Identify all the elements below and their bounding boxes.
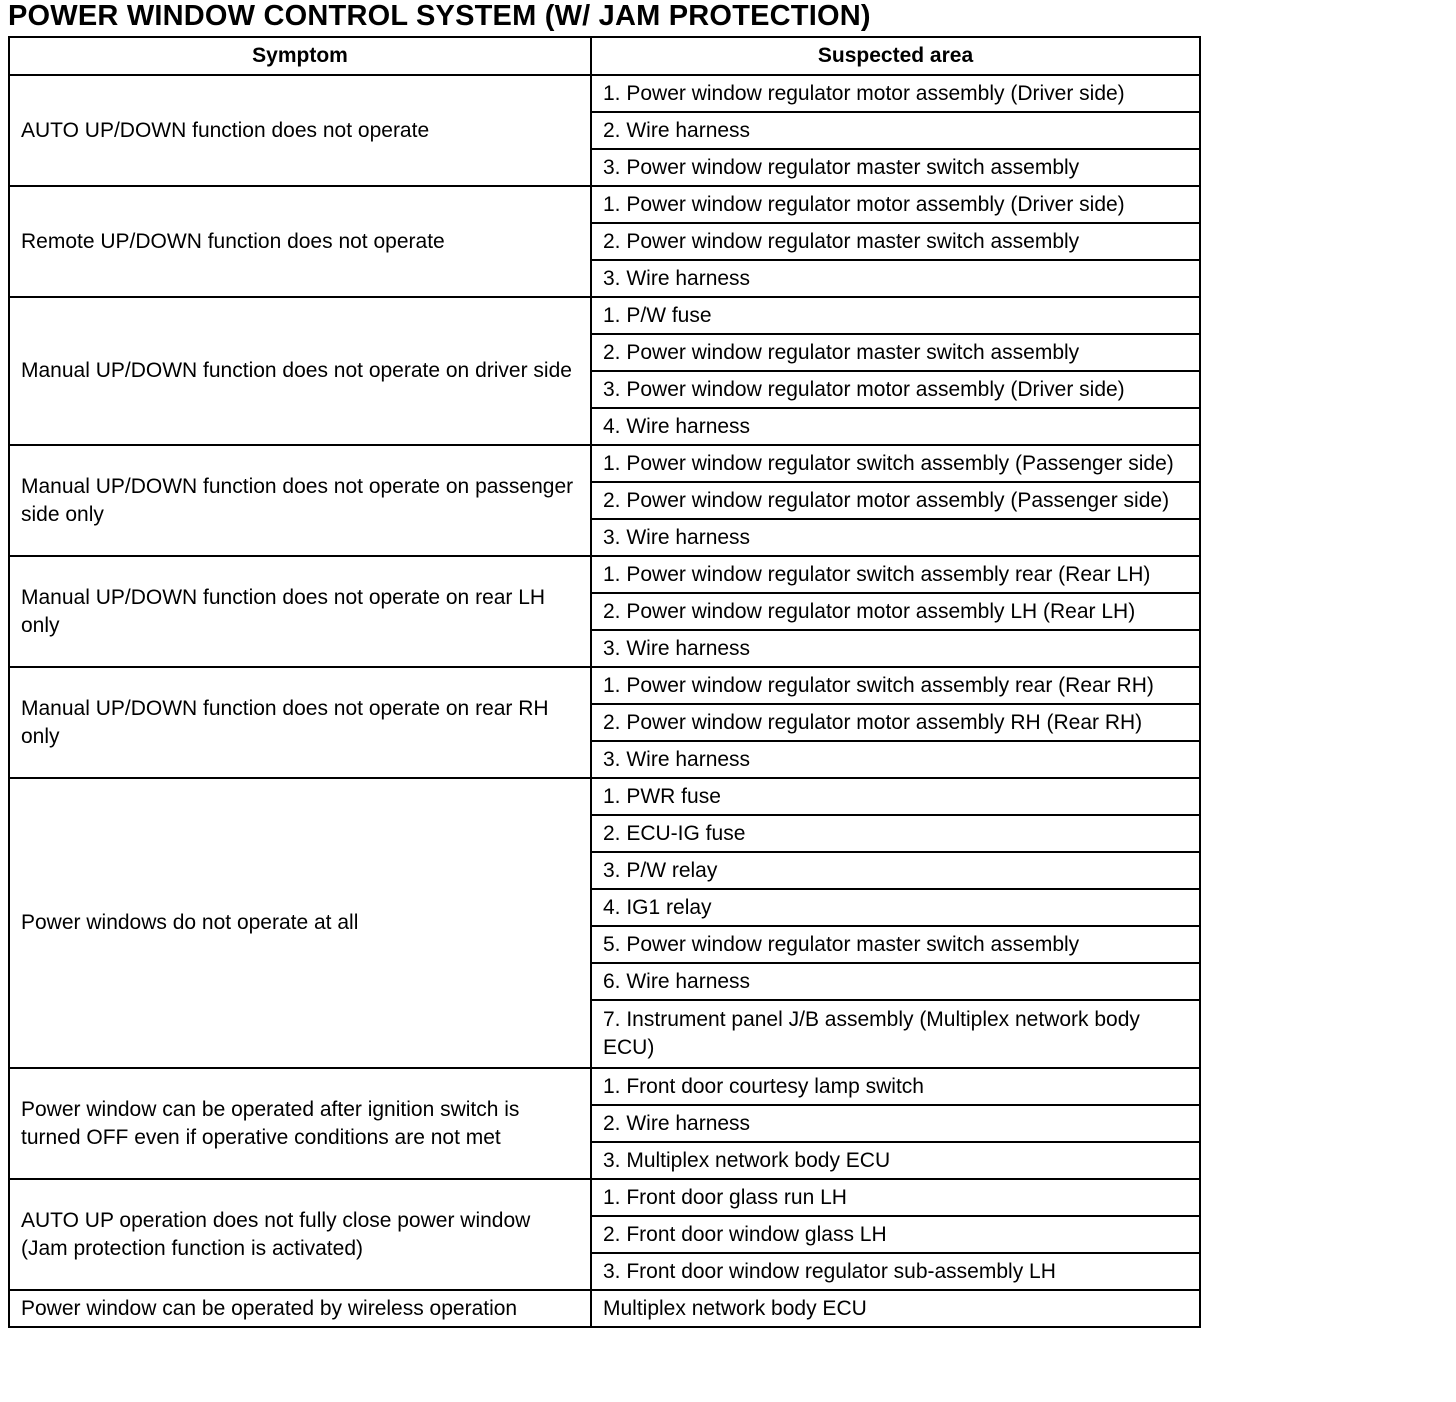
suspected-area-header: Suspected area — [591, 37, 1200, 75]
symptom-cell: Manual UP/DOWN function does not operate on rear LH only — [9, 556, 591, 667]
suspected-area-cell: 6. Wire harness — [591, 963, 1200, 1000]
suspected-area-cell: 3. Power window regulator master switch assembly — [591, 149, 1200, 186]
suspected-area-cell: 1. Power window regulator motor assembly (Driver side) — [591, 186, 1200, 223]
table-row — [9, 1179, 1200, 1216]
suspected-area-cell: 3. Wire harness — [591, 260, 1200, 297]
suspected-area-cell: 3. Front door window regulator sub-assembly LH — [591, 1253, 1200, 1290]
suspected-area-cell: 1. Front door glass run LH — [591, 1179, 1200, 1216]
symptom-header: Symptom — [9, 37, 591, 75]
header-row — [9, 37, 1200, 75]
table-row — [9, 1290, 1200, 1327]
symptom-cell: Remote UP/DOWN function does not operate — [9, 186, 591, 297]
suspected-area-cell: 2. Power window regulator master switch assembly — [591, 223, 1200, 260]
suspected-area-cell: 2. Wire harness — [591, 112, 1200, 149]
suspected-area-cell: 3. Multiplex network body ECU — [591, 1142, 1200, 1179]
suspected-area-cell: 1. P/W fuse — [591, 297, 1200, 334]
page-title: POWER WINDOW CONTROL SYSTEM (W/ JAM PROTECTION) — [8, 0, 871, 32]
symptom-cell: AUTO UP operation does not fully close power window (Jam protection function is activated) — [9, 1179, 591, 1290]
suspected-area-cell: 2. ECU-IG fuse — [591, 815, 1200, 852]
suspected-area-cell: 2. Power window regulator master switch assembly — [591, 334, 1200, 371]
suspected-area-cell: 1. PWR fuse — [591, 778, 1200, 815]
symptom-cell: Power windows do not operate at all — [9, 778, 591, 1068]
suspected-area-cell: 3. Wire harness — [591, 630, 1200, 667]
suspected-area-cell: 2. Power window regulator motor assembly RH (Rear RH) — [591, 704, 1200, 741]
suspected-area-cell: 1. Front door courtesy lamp switch — [591, 1068, 1200, 1105]
suspected-area-cell: 5. Power window regulator master switch assembly — [591, 926, 1200, 963]
suspected-area-cell: 2. Wire harness — [591, 1105, 1200, 1142]
suspected-area-cell: 3. P/W relay — [591, 852, 1200, 889]
table-row — [9, 445, 1200, 482]
table-row — [9, 1068, 1200, 1105]
suspected-area-cell: 3. Power window regulator motor assembly (Driver side) — [591, 371, 1200, 408]
suspected-area-cell: 4. Wire harness — [591, 408, 1200, 445]
table-row — [9, 556, 1200, 593]
symptom-cell: Power window can be operated by wireless operation — [9, 1290, 591, 1327]
troubleshooting-table — [8, 36, 1201, 1328]
suspected-area-cell: 2. Power window regulator motor assembly (Passenger side) — [591, 482, 1200, 519]
suspected-area-cell: 7. Instrument panel J/B assembly (Multiplex network body ECU) — [591, 1000, 1200, 1068]
suspected-area-cell: 1. Power window regulator motor assembly (Driver side) — [591, 75, 1200, 112]
suspected-area-cell: 4. IG1 relay — [591, 889, 1200, 926]
suspected-area-cell: 3. Wire harness — [591, 519, 1200, 556]
suspected-area-cell: 1. Power window regulator switch assembly rear (Rear RH) — [591, 667, 1200, 704]
suspected-area-cell: 3. Wire harness — [591, 741, 1200, 778]
symptom-cell: Manual UP/DOWN function does not operate on passenger side only — [9, 445, 591, 556]
symptom-cell: Manual UP/DOWN function does not operate on driver side — [9, 297, 591, 445]
symptom-cell: Manual UP/DOWN function does not operate on rear RH only — [9, 667, 591, 778]
symptom-cell: Power window can be operated after ignition switch is turned OFF even if operative conditions are not met — [9, 1068, 591, 1179]
table-row — [9, 778, 1200, 815]
suspected-area-cell: 2. Front door window glass LH — [591, 1216, 1200, 1253]
suspected-area-cell: 1. Power window regulator switch assembly (Passenger side) — [591, 445, 1200, 482]
table-row — [9, 186, 1200, 223]
symptom-cell: AUTO UP/DOWN function does not operate — [9, 75, 591, 186]
table-body — [9, 75, 1200, 1327]
table-row — [9, 297, 1200, 334]
suspected-area-cell: Multiplex network body ECU — [591, 1290, 1200, 1327]
suspected-area-cell: 1. Power window regulator switch assembly rear (Rear LH) — [591, 556, 1200, 593]
table-row — [9, 667, 1200, 704]
table-row — [9, 75, 1200, 112]
suspected-area-cell: 2. Power window regulator motor assembly LH (Rear LH) — [591, 593, 1200, 630]
